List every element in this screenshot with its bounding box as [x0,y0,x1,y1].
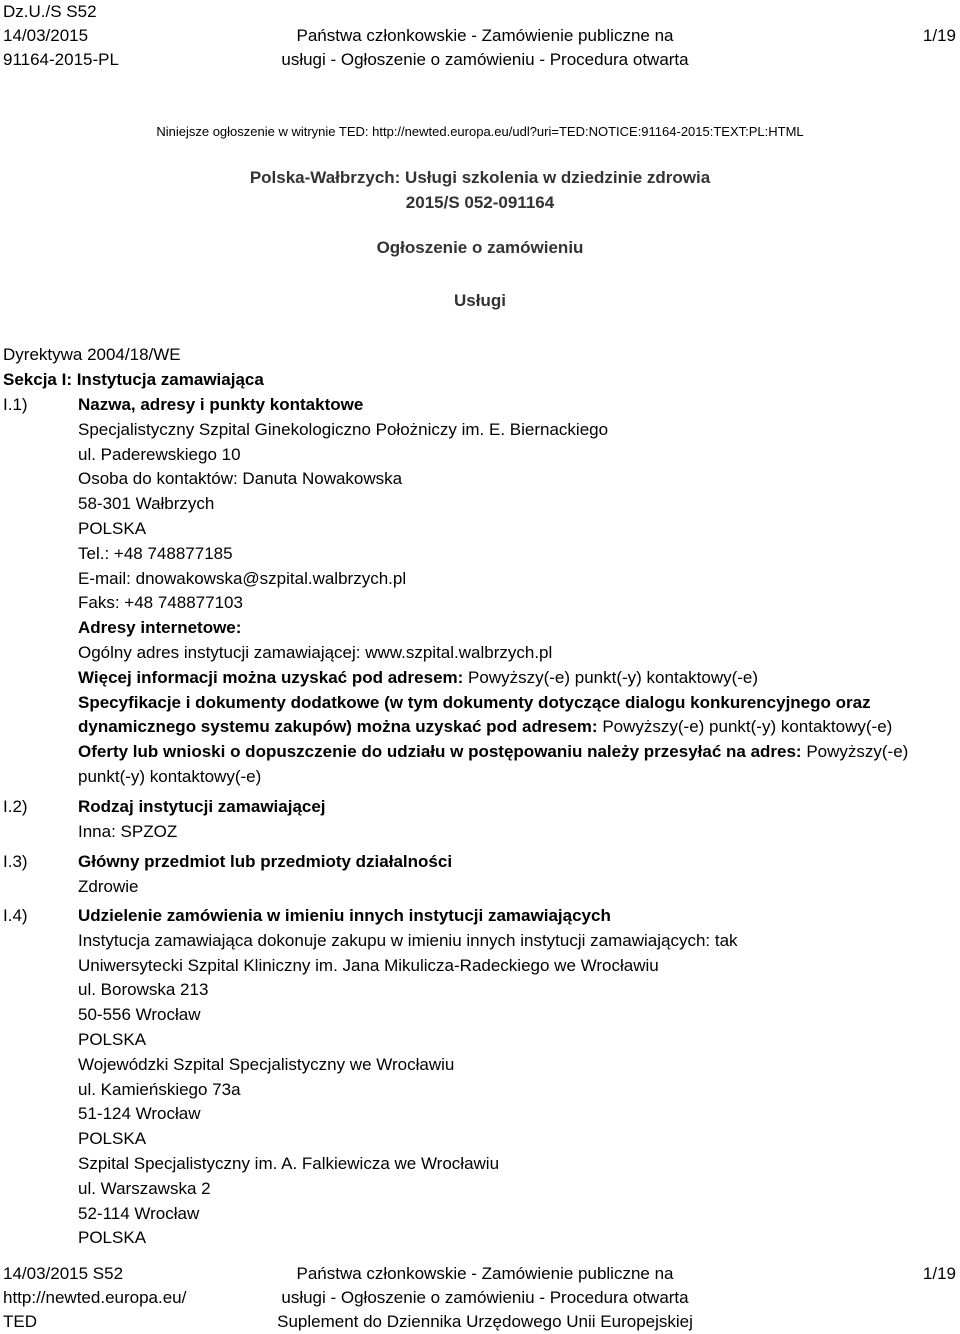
header-page-number: 1/19 [922,26,956,45]
more-info-line: Więcej informacji można uzyskać pod adresem: Powyższy(-e) punkt(-y) kontaktowy(-e) [78,667,759,687]
phone-line: Tel.: +48 748877185 [78,543,233,563]
address-line: ul. Paderewskiego 10 [78,444,241,464]
footer-title-line-2: usługi - Ogłoszenie o zamówieniu - Procedura otwarta [281,1288,689,1307]
section-1-1 [78,393,950,790]
notice-url-link[interactable]: http://newted.europa.eu/udl?uri=TED:NOTICE:91164-2015:TEXT:PL:HTML [372,124,804,139]
internet-addresses-label: Adresy internetowe: [78,618,242,638]
header-center [235,0,735,72]
section-1-3 [78,850,950,900]
offers-line-1: Oferty lub wnioski o dopuszczenie do udziału w postępowaniu należy przesyłać na adres: Powyższy(-e) [78,742,909,762]
address-line: Specjalistyczny Szpital Ginekologiczno Położniczy im. E. Biernackiego [78,419,609,439]
address-line: Osoba do kontaktów: Danuta Nowakowska [78,469,403,489]
section-number-1-2: I.2) [3,797,28,816]
offers-line-2: punkt(-y) kontaktowy(-e) [78,766,262,786]
email-link[interactable]: dnowakowska@szpital.walbrzych.pl [135,568,407,588]
section-number-1-1: I.1) [3,395,28,414]
general-address-line: Ogólny adres instytucji zamawiającej: www.szpital.walbrzych.pl [78,642,553,662]
section-1-4-line: POLSKA [78,1129,147,1149]
section-1-4-line: 52-114 Wrocław [78,1203,200,1223]
section-heading: Sekcja I: Instytucja zamawiająca [3,370,264,389]
header-left [3,0,233,72]
section-1-4-line: Uniwersytecki Szpital Kliniczny im. Jana Mikulicza-Radeckiego we Wrocławiu [78,955,659,975]
footer-title-line-1: Państwa członkowskie - Zamówienie publiczne na [296,1264,674,1283]
publication-date: 14/03/2015 [3,26,89,45]
footer-left [3,1262,233,1334]
section-1-4-line: 51-124 Wrocław [78,1104,201,1124]
footer-url: http://newted.europa.eu/ [3,1288,187,1307]
section-1-4-line: POLSKA [78,1228,147,1248]
specs-line-2: dynamicznego systemu zakupów) można uzyskać pod adresem: Powyższy(-e) punkt(-y) kontaktowy(-e) [78,717,893,737]
journal-ref: Dz.U./S S52 [3,2,97,21]
header-title-line-2: usługi - Ogłoszenie o zamówieniu - Procedura otwarta [281,50,689,69]
notice-line [0,124,960,140]
section-1-3-value: Zdrowie [78,876,139,896]
section-1-3-heading: Główny przedmiot lub przedmioty działalności [78,852,453,871]
section-1-2-heading: Rodzaj instytucji zamawiającej [78,797,326,816]
address-line: POLSKA [78,518,147,538]
section-1-4-line: Szpital Specjalistyczny im. A. Falkiewicza we Wrocławiu [78,1153,500,1173]
section-1-4-line: 50-556 Wrocław [78,1005,201,1025]
website-link[interactable]: www.szpital.walbrzych.pl [365,642,553,662]
section-1-4-line: Instytucja zamawiająca dokonuje zakupu w imieniu innych instytucji zamawiających: tak [78,930,738,950]
section-number-1-4: I.4) [3,906,28,925]
section-1-2 [78,795,950,845]
footer-date-series: 14/03/2015 S52 [3,1264,124,1283]
notice-number: 2015/S 052-091164 [405,193,555,212]
notice-category: Usługi [454,291,506,310]
footer-title-line-3: Suplement do Dziennika Urzędowego Unii Europejskiej [277,1312,693,1331]
footer-page-number: 1/19 [922,1264,956,1283]
section-1-4-line: ul. Borowska 213 [78,980,209,1000]
address-line: 58-301 Wałbrzych [78,494,215,514]
section-number-1-3: I.3) [3,852,28,871]
section-1-4-line: ul. Kamieńskiego 73a [78,1079,241,1099]
notice-prefix: Niniejsze ogłoszenie w witrynie TED: [156,124,373,139]
notice-type: Ogłoszenie o zamówieniu [376,238,584,257]
footer-center [235,1262,735,1334]
footer-source: TED [3,1312,37,1331]
fax-line: Faks: +48 748877103 [78,593,243,613]
section-1-4-line: POLSKA [78,1029,147,1049]
specs-line-1: Specyfikacje i dokumenty dodatkowe (w tym dokumenty dotyczące dialogu konkurencyjnego oraz [78,692,871,712]
header-title-line-1: Państwa członkowskie - Zamówienie publiczne na [296,26,674,45]
section-1-4-line: Wojewódzki Szpital Specjalistyczny we Wrocławiu [78,1054,455,1074]
section-1-1-heading: Nazwa, adresy i punkty kontaktowe [78,395,364,414]
section-1-2-value: Inna: SPZOZ [78,821,178,841]
section-1-4-line: ul. Warszawska 2 [78,1178,211,1198]
email-line: E-mail: dnowakowska@szpital.walbrzych.pl [78,568,407,588]
notice-id: 91164-2015-PL [3,50,119,69]
directive: Dyrektywa 2004/18/WE [3,345,181,364]
section-1-4-heading: Udzielenie zamówienia w imieniu innych instytucji zamawiających [78,906,611,925]
section-1-4 [78,904,950,1251]
notice-title: Polska-Wałbrzych: Usługi szkolenia w dziedzinie zdrowia [249,168,711,187]
